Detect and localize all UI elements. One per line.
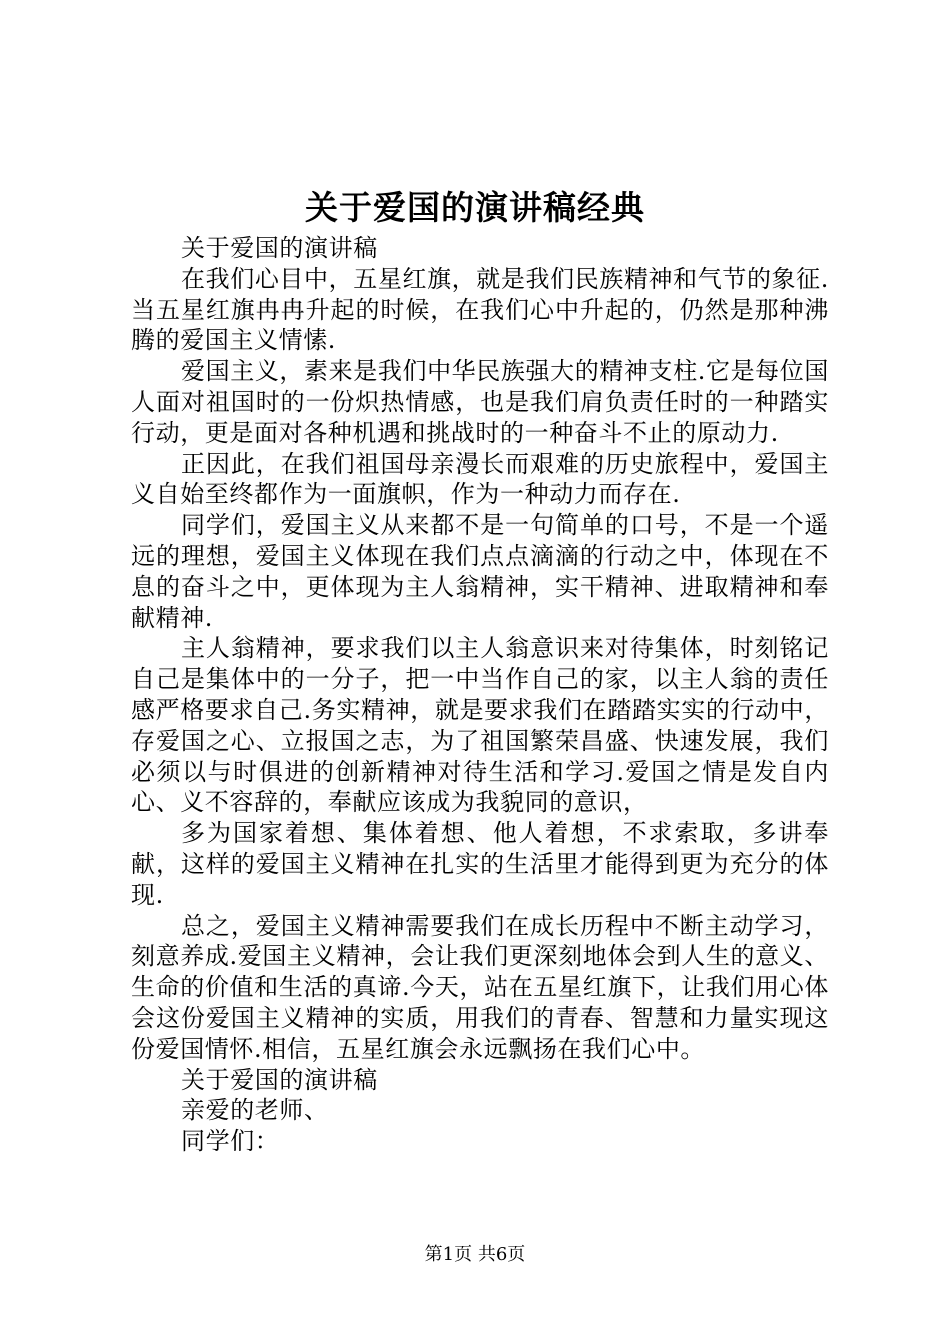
document-body — [131, 233, 829, 1157]
page-number-footer: 第1页 共6页 — [424, 1244, 526, 1265]
paragraph: 爱国主义，素来是我们中华民族强大的精神支柱.它是每位国人面对祖国时的一份炽热情感，也是我们肩负责任时的一种踏实行动，更是面对各种机遇和挑战时的一种奋斗不止的原动力. — [131, 357, 829, 447]
paragraph: 在我们心目中，五星红旗，就是我们民族精神和气节的象征.当五星红旗冉冉升起的时候，在我们心中升起的，仍然是那种沸腾的爱国主义情愫. — [131, 264, 829, 355]
document-title: 关于爱国的演讲稿经典 — [305, 188, 645, 227]
paragraph: 关于爱国的演讲稿 — [181, 234, 378, 262]
paragraph: 主人翁精神，要求我们以主人翁意识来对待集体，时刻铭记自己是集体中的一分子，把一中当作自己的家，以主人翁的责任感严格要求自己.务实精神，就是要求我们在踏踏实实的行动中，存爱国之心、立报国之志，为了祖国繁荣昌盛、快速发展，我们必须以与时俱进的创新精神对待生活和学习.爱国之情是发自内心、义不容辞的，奉献应该成为我貌同的意识， — [131, 634, 829, 817]
paragraph: 亲爱的老师、 — [181, 1096, 329, 1125]
paragraph: 同学们： — [181, 1127, 280, 1156]
paragraph: 总之，爱国主义精神需要我们在成长历程中不断主动学习，刻意养成.爱国主义精神，会让我们更深刻地体会到人生的意义、生命的价值和生活的真谛.今天，站在五星红旗下，让我们用心体会这份爱国主义精神的实质，用我们的青春、智慧和力量实现这份爱国情怀.相信，五星红旗会永远飘扬在我们心中。 — [131, 911, 829, 1063]
paragraph: 同学们，爱国主义从来都不是一句简单的口号，不是一个遥远的理想，爱国主义体现在我们点点滴滴的行动之中，体现在不息的奋斗之中，更体现为主人翁精神，实干精神、进取精神和奉献精神. — [131, 511, 829, 632]
paragraph: 关于爱国的演讲稿 — [181, 1065, 378, 1094]
paragraph: 正因此，在我们祖国母亲漫长而艰难的历史旅程中，爱国主义自始至终都作为一面旗帜，作为一种动力而存在. — [131, 449, 829, 509]
paragraph: 多为国家着想、集体着想、他人着想，不求索取，多讲奉献，这样的爱国主义精神在扎实的生活里才能得到更为充分的体现. — [131, 819, 829, 909]
